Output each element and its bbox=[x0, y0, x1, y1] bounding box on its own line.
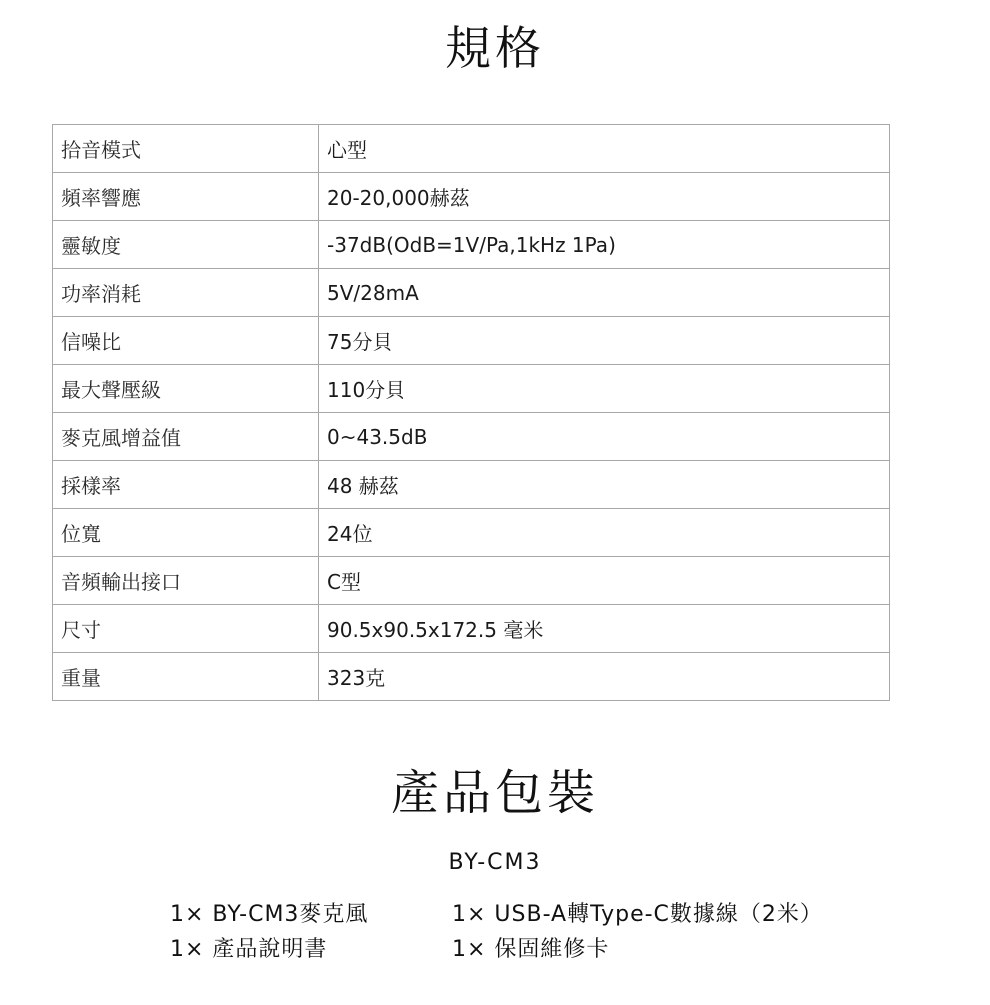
spec-value: 48 赫茲 bbox=[319, 461, 890, 509]
spec-value: 90.5x90.5x172.5 毫米 bbox=[319, 605, 890, 653]
package-item: 1× USB-A轉Type-C數據線（2米） bbox=[452, 902, 823, 927]
package-model: BY-CM3 bbox=[448, 850, 542, 875]
table-row bbox=[53, 269, 890, 317]
spec-value: -37dB(OdB=1V/Pa,1kHz 1Pa) bbox=[319, 221, 890, 269]
spec-value: 20-20,000赫茲 bbox=[319, 173, 890, 221]
spec-value: 心型 bbox=[319, 125, 890, 173]
spec-label: 最大聲壓級 bbox=[53, 365, 319, 413]
package-item: 1× BY-CM3麥克風 bbox=[170, 902, 369, 927]
spec-value: 75分貝 bbox=[319, 317, 890, 365]
spec-value: 323克 bbox=[319, 653, 890, 701]
spec-label: 位寬 bbox=[53, 509, 319, 557]
spec-value: 0~43.5dB bbox=[319, 413, 890, 461]
table-row bbox=[53, 365, 890, 413]
spec-label: 頻率響應 bbox=[53, 173, 319, 221]
table-row bbox=[53, 557, 890, 605]
table-row bbox=[53, 173, 890, 221]
spec-value: 24位 bbox=[319, 509, 890, 557]
spec-value: 5V/28mA bbox=[319, 269, 890, 317]
package-title: 產品包裝 bbox=[390, 765, 599, 821]
spec-label: 拾音模式 bbox=[53, 125, 319, 173]
package-item: 1× 產品說明書 bbox=[170, 937, 328, 962]
spec-title: 規格 bbox=[445, 21, 545, 75]
table-row bbox=[53, 653, 890, 701]
table-row bbox=[53, 317, 890, 365]
table-row bbox=[53, 509, 890, 557]
spec-value: C型 bbox=[319, 557, 890, 605]
table-row bbox=[53, 605, 890, 653]
spec-label: 音頻輸出接口 bbox=[53, 557, 319, 605]
table-row bbox=[53, 461, 890, 509]
table-row bbox=[53, 125, 890, 173]
package-item: 1× 保固維修卡 bbox=[452, 937, 610, 962]
spec-value: 110分貝 bbox=[319, 365, 890, 413]
spec-label: 靈敏度 bbox=[53, 221, 319, 269]
spec-label: 採樣率 bbox=[53, 461, 319, 509]
table-row bbox=[53, 221, 890, 269]
spec-label: 信噪比 bbox=[53, 317, 319, 365]
spec-table bbox=[52, 124, 890, 701]
spec-label: 尺寸 bbox=[53, 605, 319, 653]
table-row bbox=[53, 413, 890, 461]
spec-label: 重量 bbox=[53, 653, 319, 701]
spec-label: 麥克風增益值 bbox=[53, 413, 319, 461]
spec-label: 功率消耗 bbox=[53, 269, 319, 317]
